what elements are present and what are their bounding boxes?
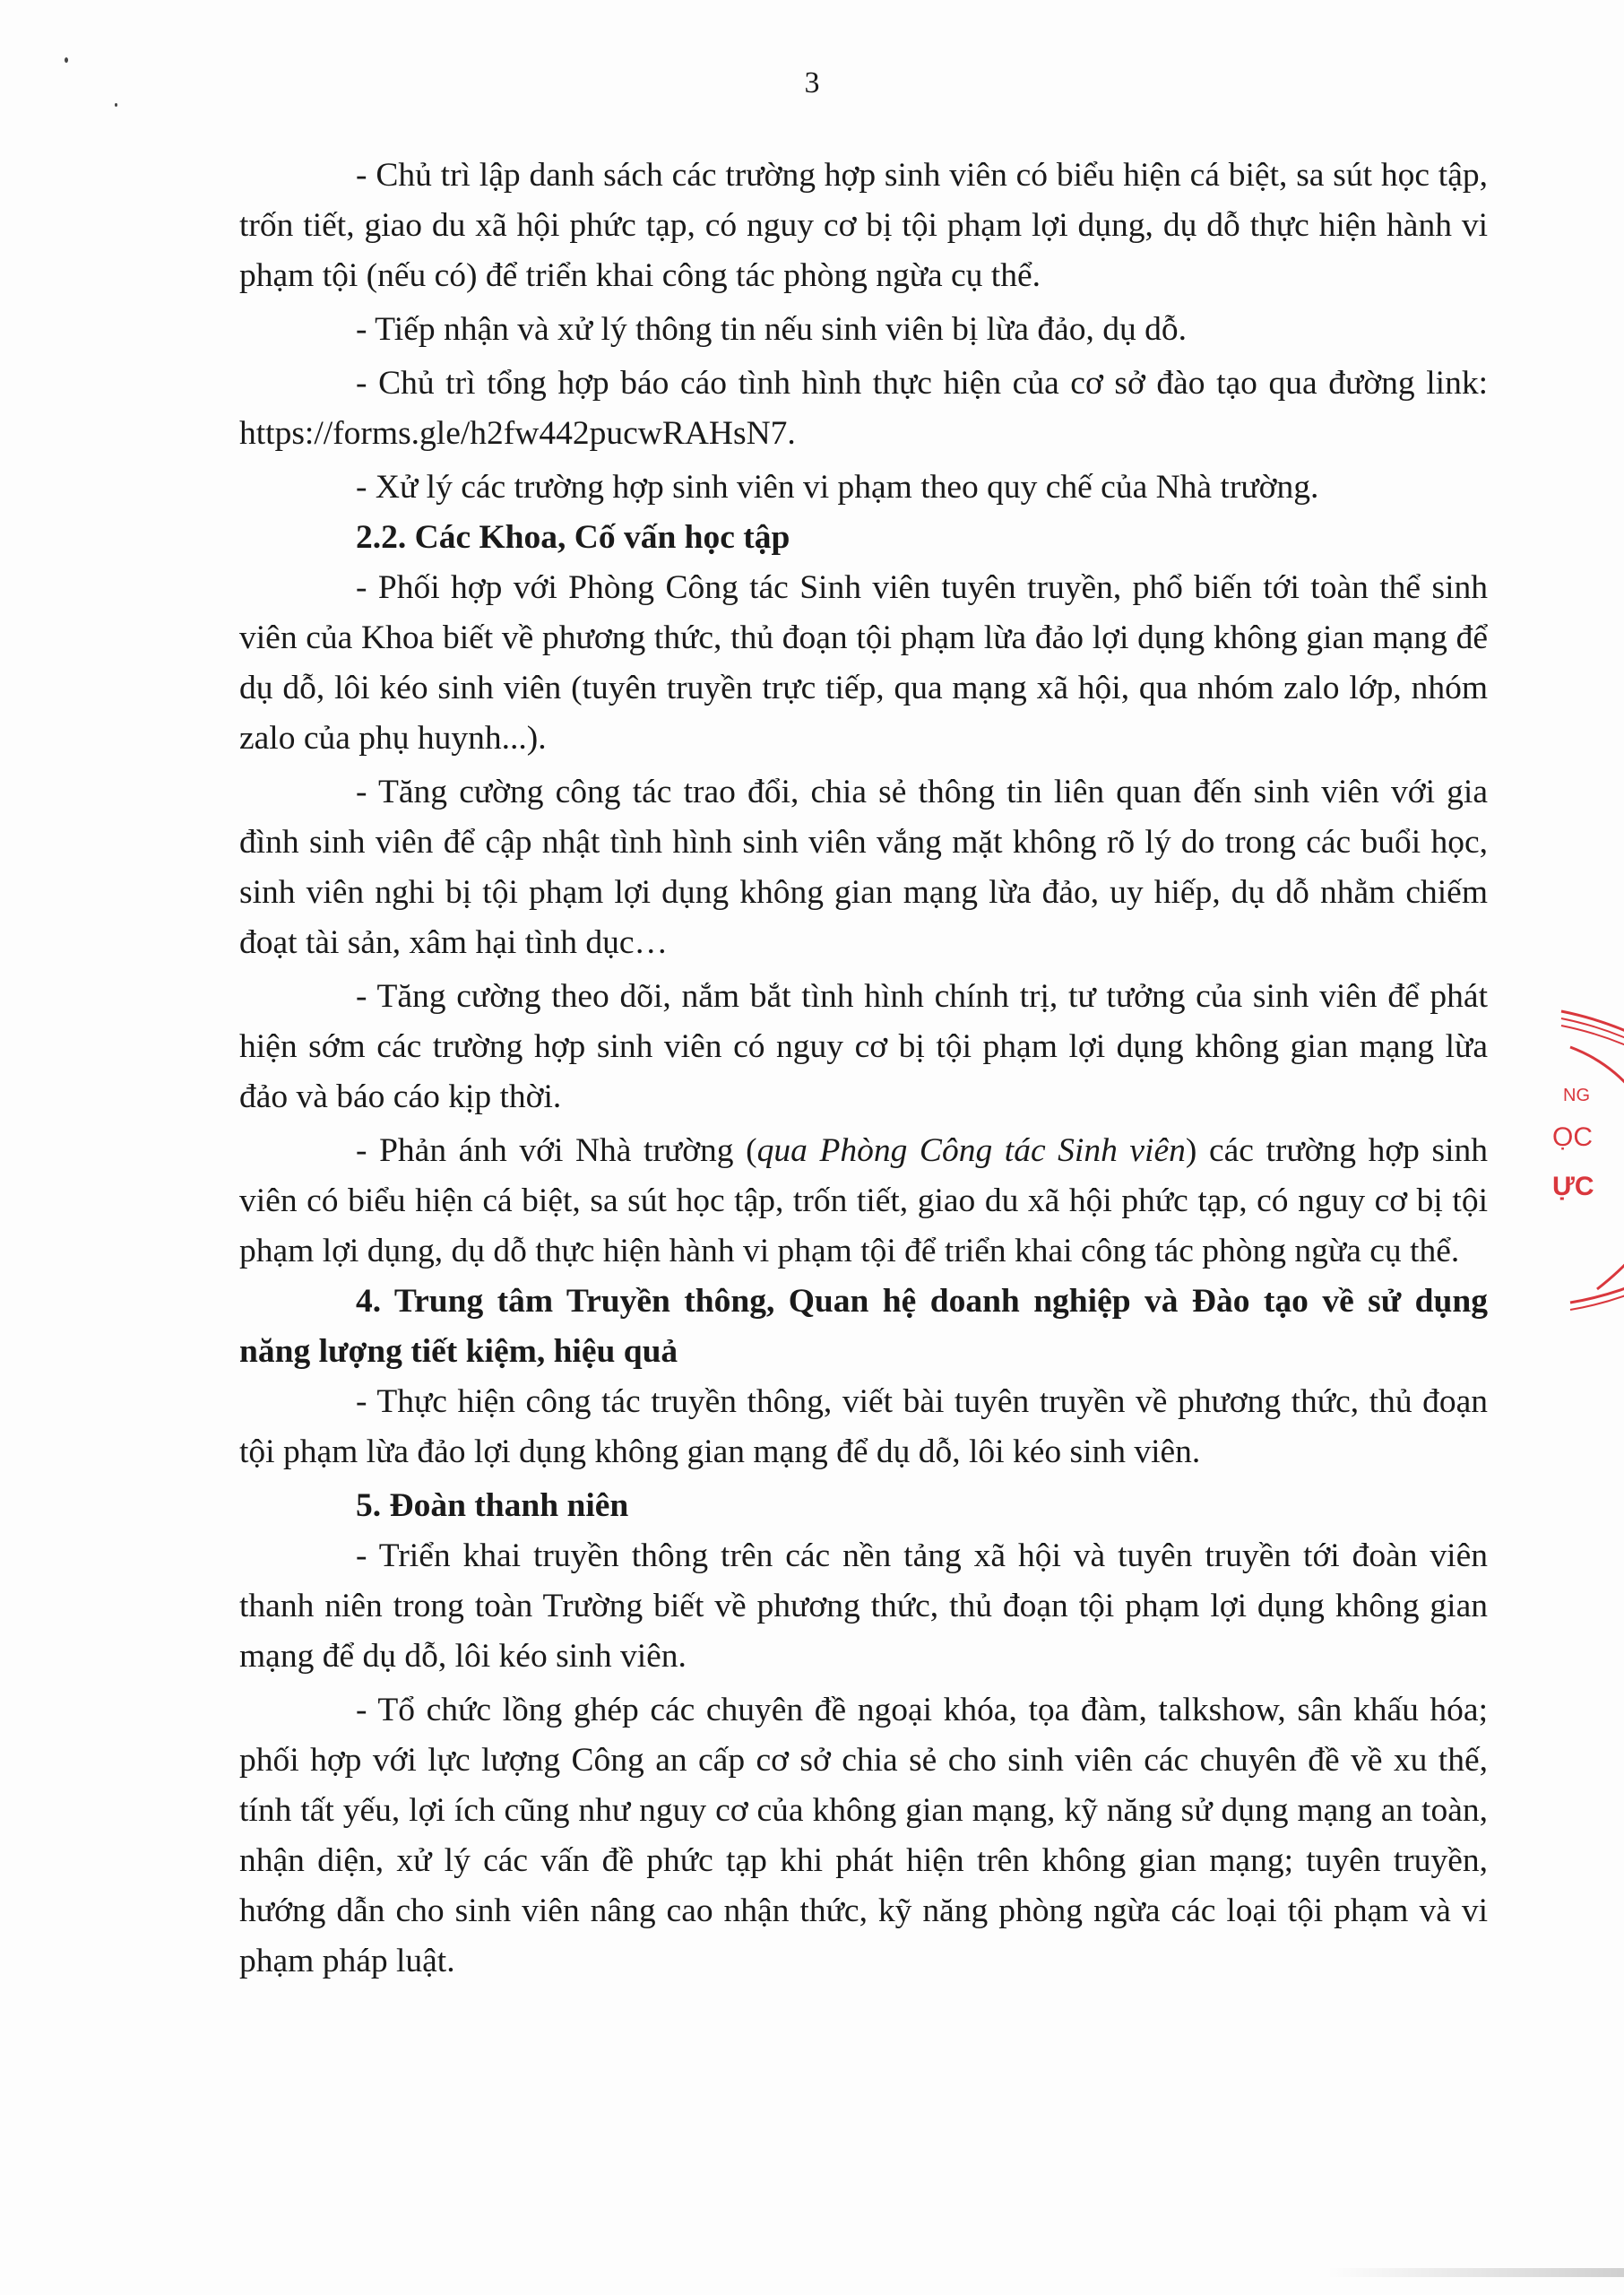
paragraph: - Tổ chức lồng ghép các chuyên đề ngoại khóa, tọa đàm, talkshow, sân khấu hóa; phối hợp với lực lượng Công an cấp cơ sở chia sẻ cho sinh viên các chuyên đề về xu thế, tính tất yếu, lợi ích cũng như nguy cơ của không gian mạng, kỹ năng sử dụng mạng an toàn, nhận diện, xử lý các vấn đề phức tạp khi phát hiện trên không gian mạng; tuyên truyền, hướng dẫn cho sinh viên nâng cao nhận thức, kỹ năng phòng ngừa các loại tội phạm và vi phạm pháp luật. bbox=[239, 1692, 1488, 1979]
stamp-text: NG bbox=[1563, 1086, 1590, 1105]
italic-text: qua Phòng Công tác Sinh viên bbox=[756, 1132, 1186, 1169]
paragraph: - Tiếp nhận và xử lý thông tin nếu sinh viên bị lừa đảo, dụ dỗ. bbox=[356, 311, 1188, 348]
stamp-text: ỌC bbox=[1552, 1122, 1593, 1152]
section-heading: 4. Trung tâm Truyền thông, Quan hệ doanh nghiệp và Đào tạo về sử dụng năng lượng tiết kiệm, hiệu quả bbox=[239, 1283, 1488, 1370]
section-heading: 5. Đoàn thanh niên bbox=[356, 1487, 629, 1524]
red-seal-stamp bbox=[1543, 993, 1624, 1325]
paragraph: - Tăng cường theo dõi, nắm bắt tình hình chính trị, tư tưởng của sinh viên để phát hiện sớm các trường hợp sinh viên có nguy cơ bị tội phạm lợi dụng không gian mạng lừa đảo và báo cáo kịp thời. bbox=[239, 978, 1488, 1115]
scan-speck bbox=[115, 103, 117, 107]
paragraph: - Tăng cường công tác trao đổi, chia sẻ thông tin liên quan đến sinh viên với gia đình sinh viên để cập nhật tình hình sinh viên vắng mặt không rõ lý do trong các buổi học, sinh viên nghi bị tội phạm lợi dụng không gian mạng lừa đảo, uy hiếp, dụ dỗ nhằm chiếm đoạt tài sản, xâm hại tình dục… bbox=[239, 774, 1488, 961]
paragraph: - Chủ trì lập danh sách các trường hợp sinh viên có biểu hiện cá biệt, sa sút học tập, trốn tiết, giao du xã hội phức tạp, có nguy cơ bị tội phạm lợi dụng, dụ dỗ thực hiện hành vi phạm tội (nếu có) để triển khai công tác phòng ngừa cụ thể. bbox=[239, 157, 1488, 294]
stamp-text: ỰC bbox=[1552, 1172, 1594, 1201]
paragraph: - Phối hợp với Phòng Công tác Sinh viên tuyên truyền, phổ biến tới toàn thể sinh viên của Khoa biết về phương thức, thủ đoạn tội phạm lừa đảo lợi dụng không gian mạng để dụ dỗ, lôi kéo sinh viên (tuyên truyền trực tiếp, qua mạng xã hội, qua nhóm zalo lớp, nhóm zalo của phụ huynh...). bbox=[239, 569, 1488, 757]
paragraph: - Thực hiện công tác truyền thông, viết bài tuyên truyền về phương thức, thủ đoạn tội phạm lừa đảo lợi dụng không gian mạng để dụ dỗ, lôi kéo sinh viên. bbox=[239, 1383, 1488, 1470]
document-body bbox=[239, 151, 1488, 1987]
paragraph: - Triển khai truyền thông trên các nền tảng xã hội và tuyên truyền tới đoàn viên thanh niên trong toàn Trường biết về phương thức, thủ đoạn tội phạm lợi dụng không gian mạng để dụ dỗ, lôi kéo sinh viên. bbox=[239, 1537, 1488, 1675]
paragraph-text: - Phản ánh với Nhà trường ( bbox=[356, 1132, 757, 1169]
paragraph-text: ) các trường hợp sinh viên có biểu hiện cá biệt, sa sút học tập, trốn tiết, giao du xã hội phức tạp, có nguy cơ bị tội phạm lợi dụng, dụ dỗ thực hiện hành vi phạm tội để triển khai công tác phòng ngừa cụ thể. bbox=[239, 1132, 1489, 1269]
section-heading: 2.2. Các Khoa, Cố vấn học tập bbox=[356, 519, 790, 556]
paragraph: - Xử lý các trường hợp sinh viên vi phạm theo quy chế của Nhà trường. bbox=[356, 469, 1319, 506]
scan-edge-shadow bbox=[1326, 2268, 1624, 2277]
scan-speck bbox=[65, 57, 68, 63]
page-number: 3 bbox=[804, 66, 820, 100]
paragraph bbox=[239, 1126, 1488, 1277]
paragraph: - Chủ trì tổng hợp báo cáo tình hình thực hiện của cơ sở đào tạo qua đường link: https://forms.gle/h2fw442pucwRAHsN7. bbox=[239, 365, 1488, 452]
